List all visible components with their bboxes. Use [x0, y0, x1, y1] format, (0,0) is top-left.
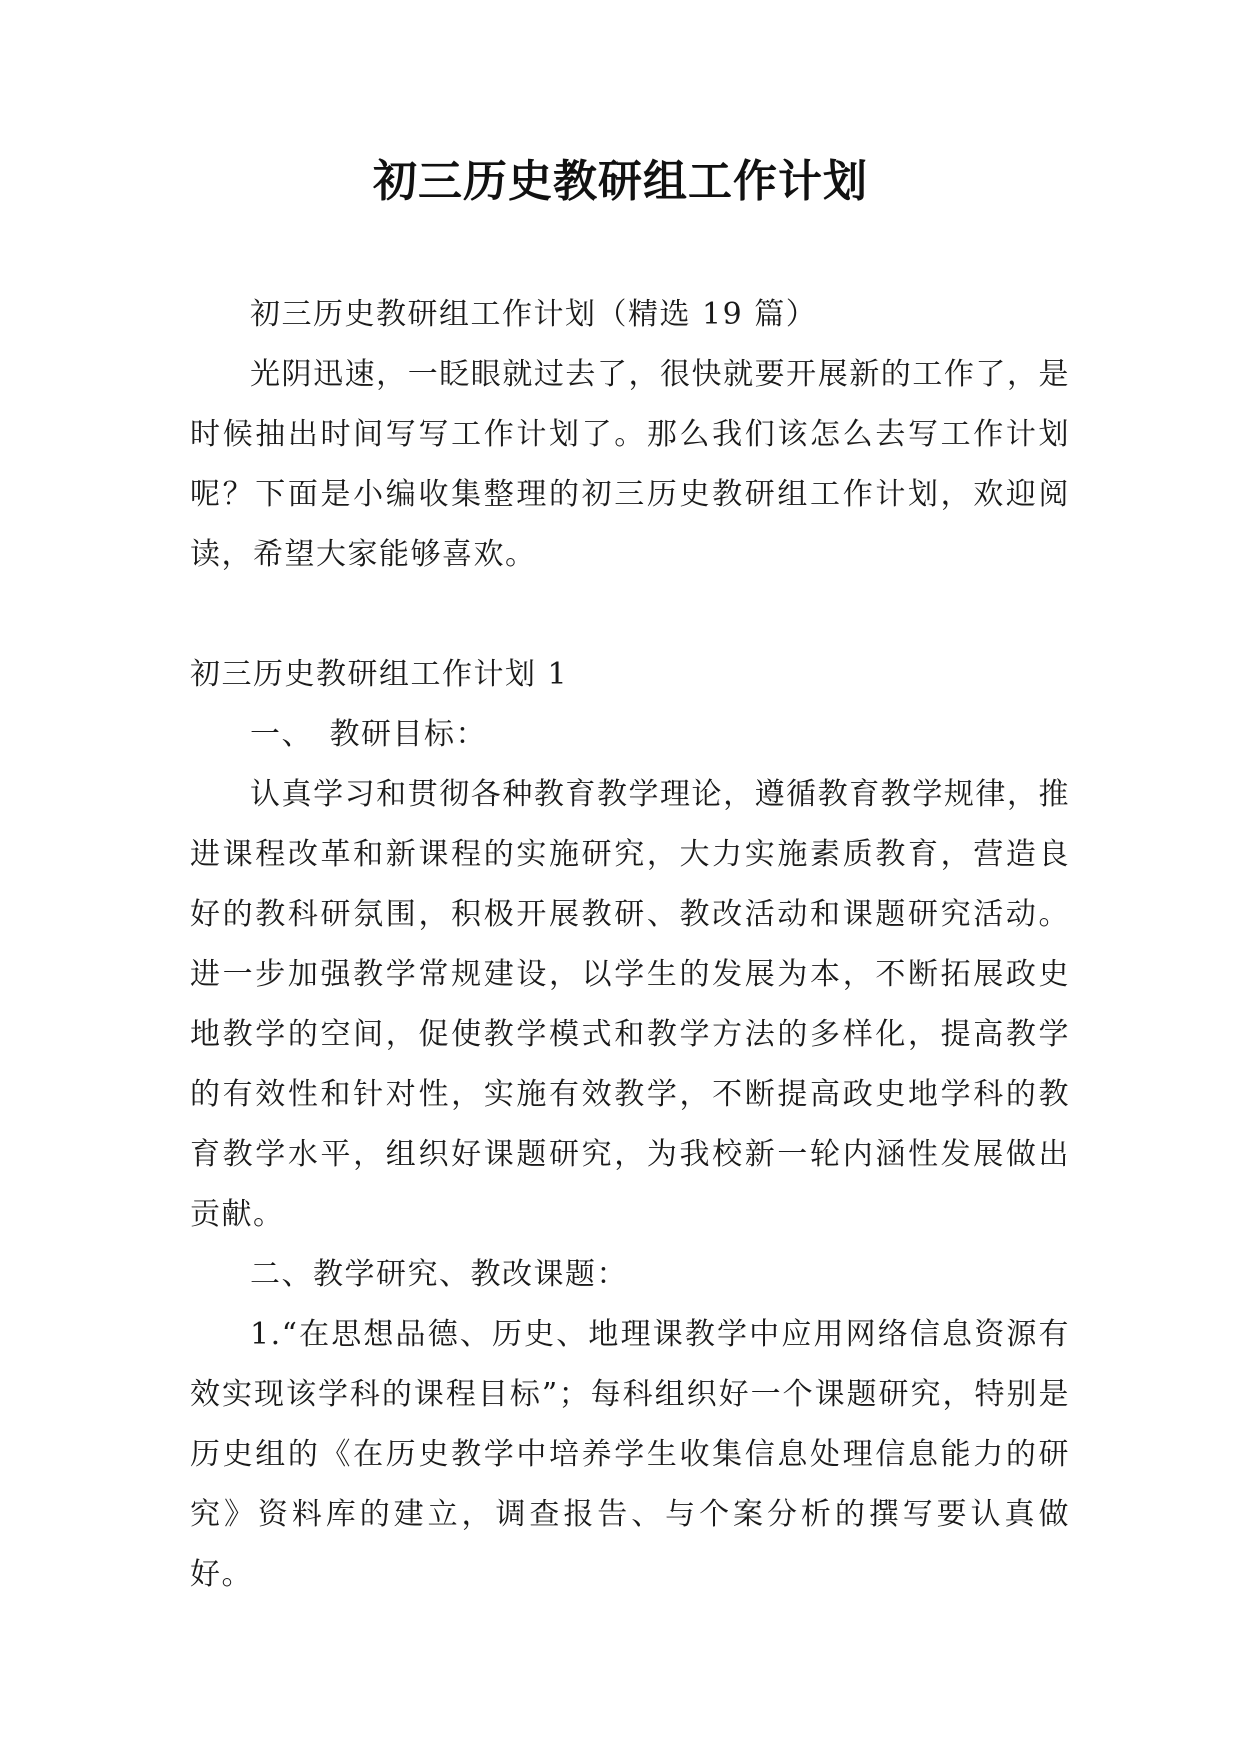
document-body — [190, 285, 1070, 1605]
research-item-1: 1.“在思想品德、历史、地理课教学中应用网络信息资源有效实现该学科的课程目标”；每科组织好一个课题研究，特别是历史组的《在历史教学中培养学生收集信息处理信息能力的研究》资料库的建立，调查报告、与个案分析的撰写要认真做好。 — [190, 1317, 1070, 1592]
objective-paragraph: 认真学习和贯彻各种教育教学理论，遵循教育教学规律，推进课程改革和新课程的实施研究，大力实施素质教育，营造良好的教科研氛围，积极开展教研、教改活动和课题研究活动。进一步加强教学常规建设，以学生的发展为本，不断拓展政史地教学的空间，促使教学模式和教学方法的多样化，提高教学的有效性和针对性，实施有效教学，不断提高政史地学科的教育教学水平，组织好课题研究，为我校新一轮内涵性发展做出贡献。 — [190, 777, 1070, 1232]
subtitle-paragraph: 初三历史教研组工作计划（精选 19 篇） — [250, 297, 818, 332]
intro-paragraph: 光阴迅速，一眨眼就过去了，很快就要开展新的工作了，是时候抽出时间写写工作计划了。那么我们该怎么去写工作计划呢？下面是小编收集整理的初三历史教研组工作计划，欢迎阅读，希望大家能够喜欢。 — [190, 357, 1070, 572]
objective-heading: 一、 教研目标： — [250, 717, 487, 752]
section-heading: 初三历史教研组工作计划 1 — [190, 657, 569, 692]
research-heading: 二、教学研究、教改课题： — [250, 1257, 628, 1292]
document-title: 初三历史教研组工作计划 — [373, 156, 868, 207]
